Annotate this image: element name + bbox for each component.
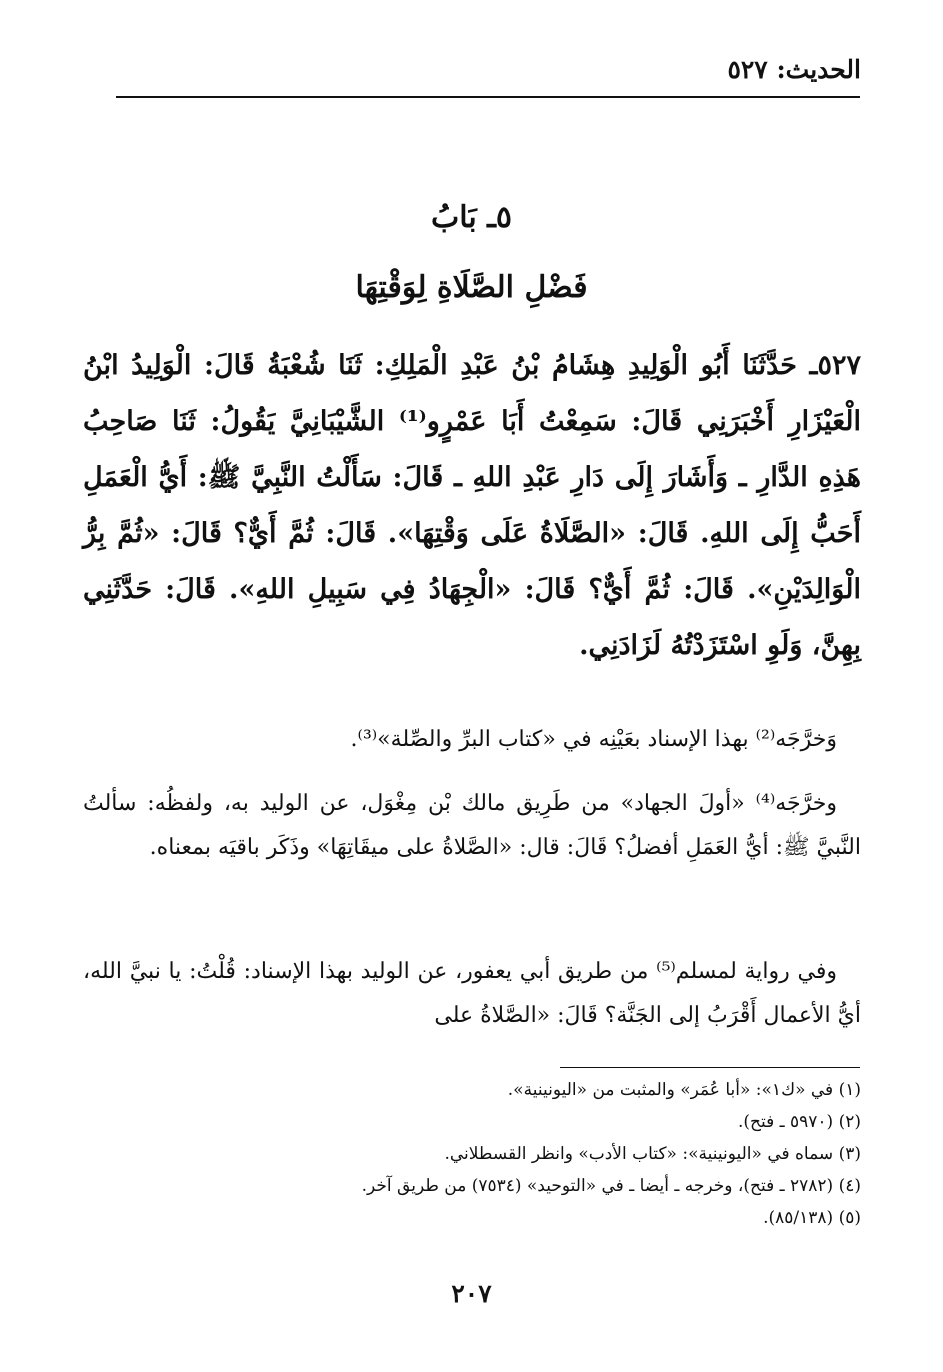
- hadith-text: ٥٢٧ـ حَدَّثَنَا أَبُو الْوَلِيدِ هِشَامُ بْنُ عَبْدِ الْمَلِكِ: ثَنَا شُعْبَةُ قَالَ: الْوَلِيدُ ابْنُ الْعَيْزَارِ أَخْبَرَنِي قَالَ: سَمِعْتُ أَبَا عَمْرٍو⁽¹⁾ الشَّيْبَانِيَّ يَقُولُ: ثَنَا صَاحِبُ هَذِهِ الدَّارِ ـ وَأَشَارَ إِلَى دَارِ عَبْدِ اللهِ ـ قَالَ: سَأَلْتُ النَّبِيَّ ﷺ: أَيُّ الْعَمَلِ أَحَبُّ إِلَى اللهِ. قَالَ: «الصَّلَاةُ عَلَى وَقْتِهَا». قَالَ: ثُمَّ أَيٌّ؟ قَالَ: «ثُمَّ بِرُّ الْوَالِدَيْنِ». قَالَ: ثُمَّ أَيٌّ؟ قَالَ: «الْجِهَادُ فِي سَبِيلِ اللهِ». قَالَ: حَدَّثَنِي بِهِنَّ، وَلَوِ اسْتَزَدْتُهُ لَزَادَنِي.: [83, 350, 861, 661]
- footnote: (٤) (٢٧٨٢ ـ فتح)، وخرجه ـ أيضا ـ في «التوحيد» (٧٥٣٤) من طريق آخر.: [361, 1176, 861, 1196]
- footnote: (٢) (٥٩٧٠ ـ فتح).: [737, 1112, 861, 1132]
- page-number: ٢٠٧: [451, 1279, 492, 1308]
- running-header: الحديث: ٥٢٧: [727, 55, 861, 84]
- commentary-paragraph: وَخرَّجَه⁽²⁾ بهذا الإسناد بعَيْنِه في «كتاب البرِّ والصِّلة»⁽³⁾.: [350, 727, 837, 752]
- footnote: (٣) سماه في «اليونينية»: «كتاب الأدب» وانظر القسطلاني.: [444, 1144, 861, 1164]
- chapter-title: فَضْلِ الصَّلَاةِ لِوَقْتِهَا: [355, 270, 588, 305]
- footnote: (١) في «ك١»: «أبا عُمَر» والمثبت من «اليونينية».: [507, 1080, 861, 1100]
- header-rule: [116, 96, 860, 98]
- commentary-paragraph: وخرَّجَه⁽⁴⁾ «أولَ الجهاد» من طَرِيق مالك بْن مِغْوَل، عن الوليد به، ولفظُه: سألتُ النَّبيَّ ﷺ: أيُّ العَمَلِ أفضلُ؟ قَالَ: قال: «الصَّلاةُ على ميقَاتِهَا» وذَكَر باقيَه بمعناه.: [83, 791, 861, 860]
- footnote: (٥) (٨٥/١٣٨).: [763, 1208, 861, 1228]
- footnote-rule: [560, 1067, 860, 1068]
- footnotes: [83, 1074, 861, 1234]
- chapter-number: ٥ـ بَابُ: [430, 200, 513, 235]
- commentary-paragraph: وفي رواية لمسلم⁽⁵⁾ من طريق أبي يعفور، عن الوليد بهذا الإسناد: قُلْتُ: يا نبيَّ الله، أيُّ الأعمال أَقْرَبُ إلى الجَنَّة؟ قَالَ: «الصَّلاةُ على: [83, 959, 861, 1028]
